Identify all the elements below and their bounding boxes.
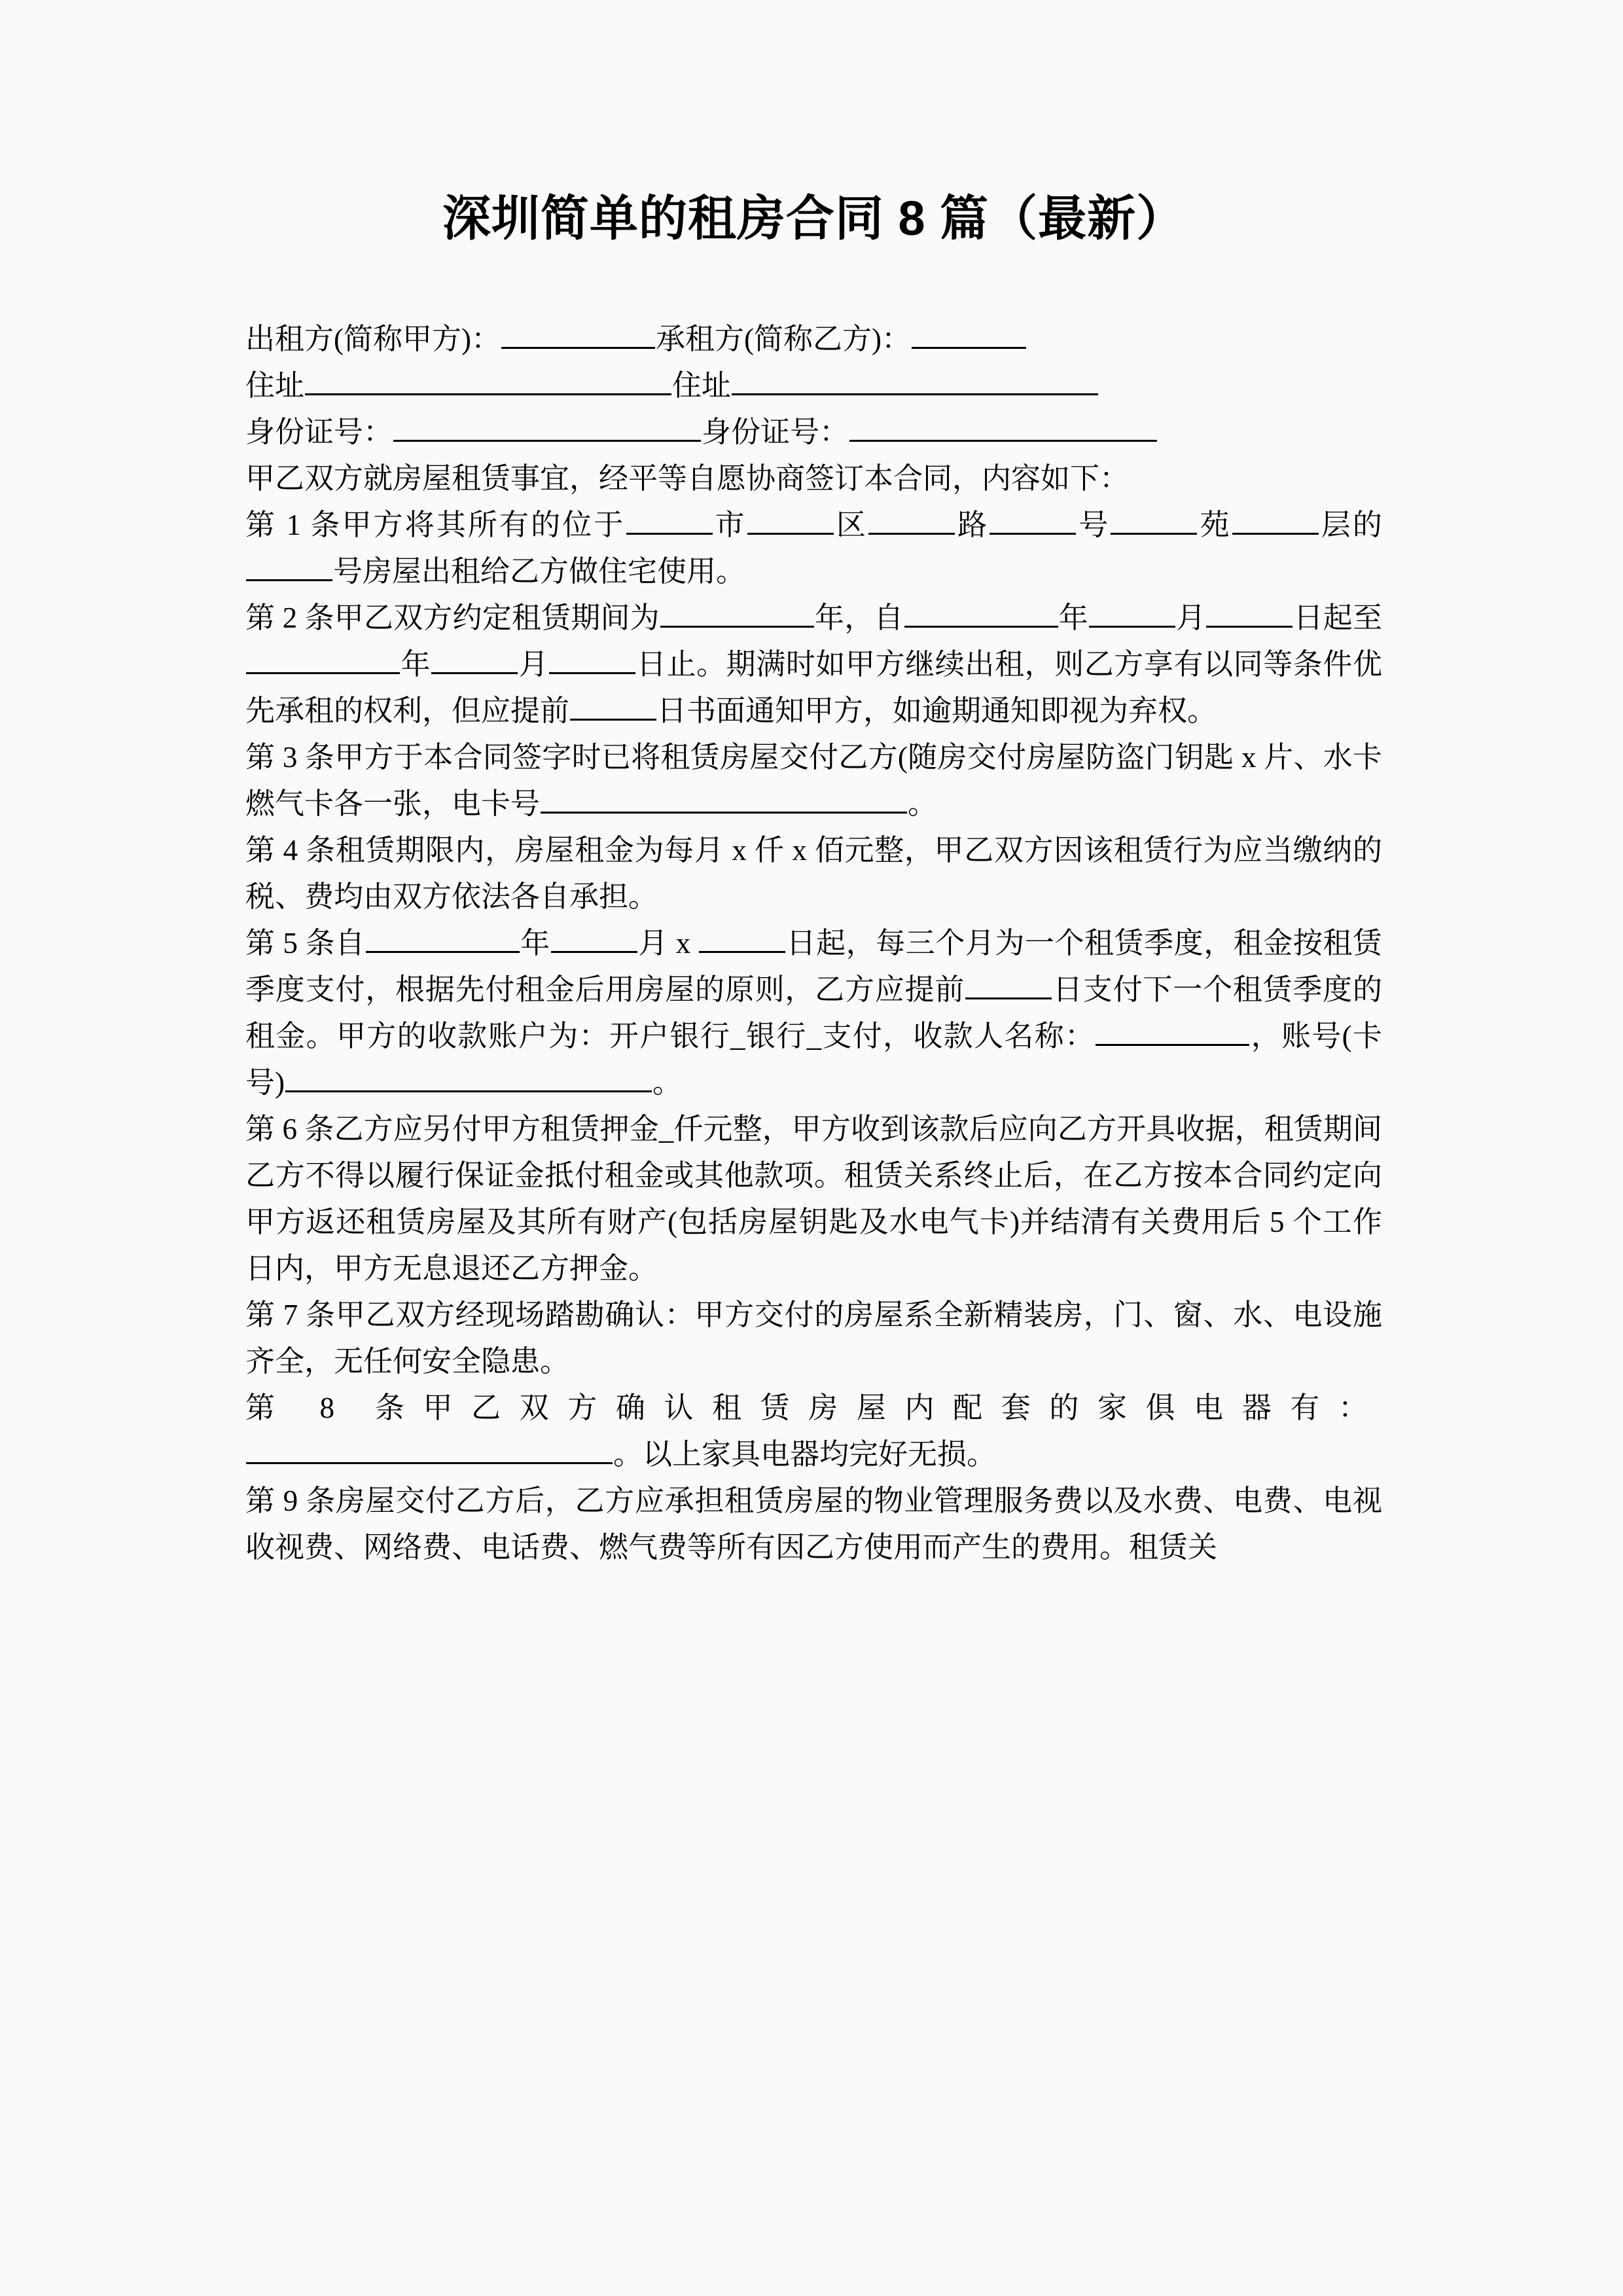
clause-1-text-c: 区 xyxy=(834,508,868,541)
clause-7-prefix: 第 7 条 xyxy=(245,1298,336,1331)
lessor-address-blank[interactable] xyxy=(305,365,671,395)
room-no-blank[interactable] xyxy=(246,551,332,581)
clause-1-prefix: 第 1 条 xyxy=(245,508,342,541)
clause-2-text-d: 月 xyxy=(1176,601,1206,634)
clause-5-text-b: 年 xyxy=(520,926,550,960)
document-body xyxy=(245,316,1382,1571)
clause-9-text-a: 房屋交付乙方后，乙方应承担租赁房屋的物业管理服务费以及水费、电费、电视收视费、网络费、电话费、燃气费等所有因乙方使用而产生的费用。租赁关 xyxy=(245,1484,1382,1564)
clause-9-prefix: 第 9 条 xyxy=(245,1484,336,1517)
floor-blank[interactable] xyxy=(1232,505,1319,535)
clause-4-text-a: 租赁期限内，房屋租金为每月 x 仟 x 佰元整，甲乙双方因该租赁行为应当缴纳的税、费均由双方依法各自承担。 xyxy=(245,833,1382,913)
lessee-address-blank[interactable] xyxy=(732,365,1098,395)
clause-1-text-a: 甲方将其所有的位于 xyxy=(342,508,626,541)
clause-2-text-f: 年 xyxy=(401,647,431,681)
quarter-start-month-blank[interactable] xyxy=(551,923,637,953)
clause-2-text-i: 日书面通知甲方，如逾期通知即视为弃权。 xyxy=(657,694,1217,727)
clause-4 xyxy=(245,827,1382,920)
yuan-blank[interactable] xyxy=(1111,505,1197,535)
lessee-id-label: 身份证号： xyxy=(702,415,849,448)
clause-6-text-a: 乙方应另付甲方租赁押金_仟元整，甲方收到该款后应向乙方开具收据，租赁期间乙方不得以履行保证金抵付租金或其他款项。租赁关系终止后，在乙方按本合同约定向甲方返还租赁房屋及其所有财产(包括房屋钥匙及水电气卡)并结清有关费用后 5 个工作日内，甲方无息退还乙方押金。 xyxy=(245,1112,1382,1285)
lease-years-blank[interactable] xyxy=(660,598,814,628)
clause-2-text-h: 日止。期满时如甲方继续出租，则乙方享有以同等条件优先承租的权利，但应提前 xyxy=(245,647,1382,727)
clause-3-prefix: 第 3 条 xyxy=(245,740,335,774)
clause-5-text-e: 日支付下一个租赁季度的租金。甲方的收款账户为：开户银行_银行_支付，收款人名称： xyxy=(245,973,1382,1052)
start-month-blank[interactable] xyxy=(1089,598,1175,628)
number-blank[interactable] xyxy=(990,505,1076,535)
party-line-address xyxy=(245,363,1382,409)
clause-8 xyxy=(245,1385,1382,1478)
lessor-address-label: 住址 xyxy=(245,368,305,402)
clause-2-text-c: 年 xyxy=(1058,601,1088,634)
quarter-start-day-blank[interactable] xyxy=(699,923,785,953)
clause-5-text-g: 。 xyxy=(652,1066,683,1099)
page-title: 深圳简单的租房合同 8 篇（最新） xyxy=(442,191,1186,245)
prepay-days-blank[interactable] xyxy=(965,969,1052,999)
clause-3-text-a: 甲方于本合同签字时已将租赁房屋交付乙方(随房交付房屋防盗门钥匙 x 片、水卡燃气卡各一张，电卡号 xyxy=(245,740,1382,820)
preamble-paragraph: 甲乙双方就房屋租赁事宜，经平等自愿协商签订本合同，内容如下： xyxy=(245,461,1130,495)
clause-2 xyxy=(245,595,1382,734)
clause-2-text-e: 日起至 xyxy=(1293,601,1382,634)
clause-5 xyxy=(245,920,1382,1106)
start-day-blank[interactable] xyxy=(1206,598,1293,628)
lessor-id-blank[interactable] xyxy=(393,412,701,442)
lessor-label: 出租方(简称甲方)： xyxy=(245,322,501,355)
clause-1-text-f: 苑 xyxy=(1198,508,1232,541)
clause-8-prefix: 第 8 条 xyxy=(245,1391,423,1424)
road-blank[interactable] xyxy=(868,505,955,535)
clause-5-text-d: 日起，每三个月为一个租赁季度，租金按租赁季度支付，根据先付租金后用房屋的原则，乙方应提前 xyxy=(245,926,1382,1006)
clause-2-text-b: 年，自 xyxy=(814,601,904,634)
lessee-id-blank[interactable] xyxy=(849,412,1157,442)
clause-5-text-c: 月 x xyxy=(637,926,699,960)
district-blank[interactable] xyxy=(747,505,834,535)
clause-2-text-a: 甲乙双方约定租赁期间为 xyxy=(334,601,660,634)
account-number-blank[interactable] xyxy=(285,1062,652,1092)
clause-5-text-a: 自 xyxy=(335,926,365,960)
party-line-names xyxy=(245,316,1382,363)
clause-3-text-b: 。 xyxy=(908,787,938,820)
end-month-blank[interactable] xyxy=(431,644,518,674)
lessor-id-label: 身份证号： xyxy=(245,415,393,448)
clause-8-text-a: 甲乙双方确认租赁房屋内配套的家俱电器有： xyxy=(423,1391,1382,1424)
lessee-address-label: 住址 xyxy=(672,368,732,402)
clause-6-prefix: 第 6 条 xyxy=(245,1112,334,1145)
clause-6 xyxy=(245,1106,1382,1292)
clause-1-text-d: 路 xyxy=(955,508,990,541)
start-year-blank[interactable] xyxy=(904,598,1058,628)
clause-1 xyxy=(245,502,1382,595)
clause-1-text-e: 号 xyxy=(1077,508,1111,541)
clause-4-prefix: 第 4 条 xyxy=(245,833,336,867)
clause-1-text-g: 层的 xyxy=(1319,508,1382,541)
clause-7 xyxy=(245,1292,1382,1385)
clause-1-text-h: 号房屋出租给乙方做住宅使用。 xyxy=(333,554,746,588)
clause-5-text-f: ，账号(卡号) xyxy=(245,1019,1382,1099)
notice-days-blank[interactable] xyxy=(570,691,656,721)
clause-2-text-g: 月 xyxy=(518,647,549,681)
clause-9 xyxy=(245,1478,1382,1571)
city-blank[interactable] xyxy=(626,505,713,535)
clause-1-text-b: 市 xyxy=(713,508,747,541)
electric-card-no-blank[interactable] xyxy=(541,783,907,814)
lessee-label: 承租方(简称乙方)： xyxy=(655,322,911,355)
payee-name-blank[interactable] xyxy=(1096,1016,1249,1046)
clause-2-prefix: 第 2 条 xyxy=(245,601,334,634)
lessor-name-blank[interactable] xyxy=(501,319,655,349)
quarter-start-year-blank[interactable] xyxy=(366,923,520,953)
clause-5-prefix: 第 5 条 xyxy=(245,926,336,960)
party-line-id xyxy=(245,409,1382,456)
clause-8-text-b: 。以上家具电器均完好无损。 xyxy=(613,1437,997,1471)
clause-3 xyxy=(245,734,1382,827)
end-day-blank[interactable] xyxy=(549,644,635,674)
furniture-list-blank[interactable] xyxy=(246,1434,613,1464)
document-content xyxy=(245,0,1382,1571)
end-year-blank[interactable] xyxy=(246,644,400,674)
clause-7-text-a: 甲乙双方经现场踏勘确认：甲方交付的房屋系全新精装房，门、窗、水、电设施齐全，无任何安全隐患。 xyxy=(245,1298,1382,1378)
lessee-name-blank[interactable] xyxy=(912,319,1026,349)
